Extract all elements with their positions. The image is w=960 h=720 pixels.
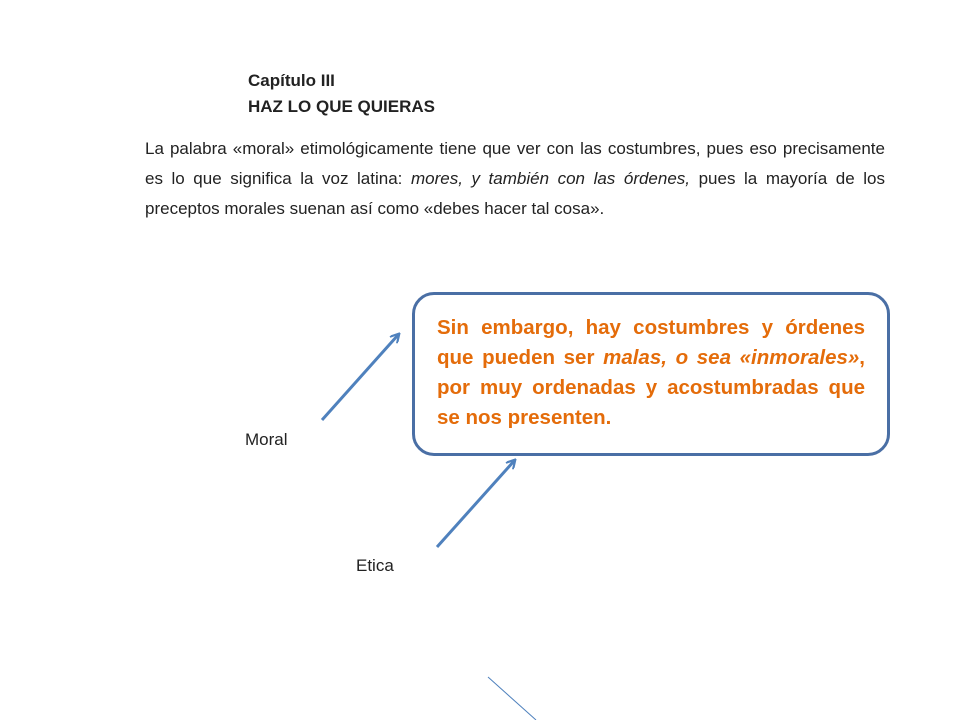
callout-text-start: Sin embargo, hay costumbres y órdenes que pueden ser xyxy=(437,316,865,369)
chapter-heading xyxy=(248,68,435,120)
callout-box xyxy=(412,292,890,456)
callout-text-end: , por muy ordenadas y acostumbradas que se nos presenten. xyxy=(437,346,865,429)
callout-text xyxy=(437,313,865,433)
moral-arrow xyxy=(322,335,398,420)
intro-text-end: pues la mayoría de los preceptos morales suenan así como «debes hacer tal cosa». xyxy=(145,169,885,218)
intro-text-italic: mores, y también con las órdenes, xyxy=(410,169,691,188)
chapter-number: Capítulo III xyxy=(248,71,335,90)
etica-arrow xyxy=(437,461,514,547)
chapter-title: HAZ LO QUE QUIERAS xyxy=(248,97,436,116)
moral-label: Moral xyxy=(245,430,288,449)
intro-text-start: La palabra «moral» etimológicamente tiene que ver con las costumbres, pues eso precisamente es lo que significa la voz latina: xyxy=(145,139,885,188)
callout-text-italic: malas, o sea «inmorales» xyxy=(603,346,860,369)
decorative-line xyxy=(488,677,536,720)
etica-label: Etica xyxy=(356,556,394,575)
intro-paragraph xyxy=(145,134,885,224)
